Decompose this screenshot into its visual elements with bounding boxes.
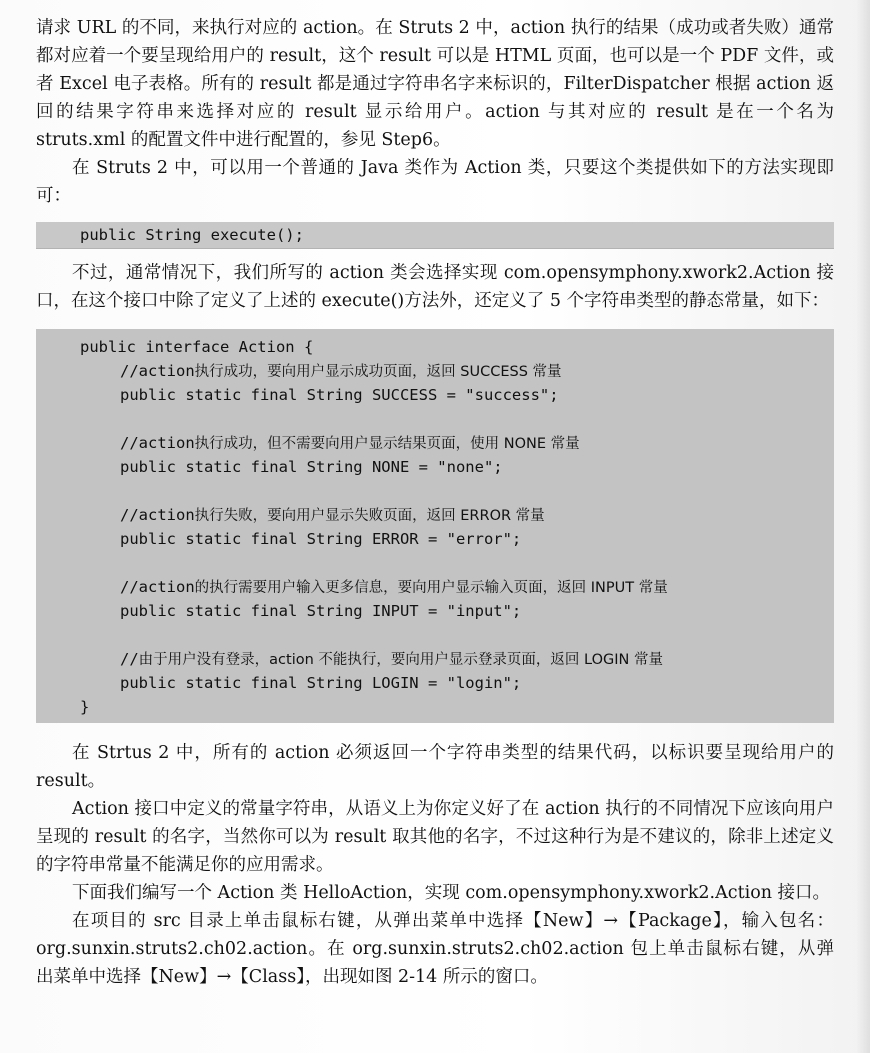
- code-comment-login: [80, 647, 834, 671]
- code-comment-text: 由于用户没有登录，action 不能执行，要向用户显示登录页面，返回 LOGIN 常量: [138, 652, 663, 668]
- code-comment-prefix: //action: [120, 578, 195, 596]
- code-blank-line: [80, 623, 834, 647]
- code-comment-none: [80, 431, 834, 455]
- code-const-error: public static final String ERROR = "error";: [120, 530, 522, 548]
- paragraph-result-code: 在 Strtus 2 中，所有的 action 必须返回一个字符串类型的结果代码，以标识要呈现给用户的 result。: [36, 743, 834, 791]
- code-comment-prefix: //: [120, 650, 139, 668]
- code-comment-text: 执行成功，但不需要向用户显示结果页面，使用 NONE 常量: [194, 436, 580, 452]
- code-blank-line: [80, 479, 834, 503]
- code-comment-input: [80, 575, 834, 599]
- paragraph-constants-semantics: Action 接口中定义的常量字符串，从语义上为你定义好了在 action 执行的不同情况下应该向用户呈现的 result 的名字，当然你可以为 result 取其他的名字，不过这种行为是不建议的，除非上述定义的字符串常量不能满足你的应用需求。: [36, 799, 834, 875]
- code-const-success: public static final String SUCCESS = "success";: [120, 386, 559, 404]
- code-comment-error: [80, 503, 834, 527]
- code-blank-line: [80, 551, 834, 575]
- paragraph-create-package: 在项目的 src 目录上单击鼠标右键，从弹出菜单中选择【New】→【Package】，输入包名：org.sunxin.struts2.ch02.action。在 org.sunxin.struts2.ch02.action 包上单击鼠标右键，从弹出菜单中选择【New】→【Class】，出现如图 2-14 所示的窗口。: [36, 911, 834, 987]
- code-const-login: public static final String LOGIN = "login";: [120, 674, 522, 692]
- paragraph-results: 请求 URL 的不同，来执行对应的 action。在 Struts 2 中，action 执行的结果（成功或者失败）通常都对应着一个要呈现给用户的 result，这个 result 可以是 HTML 页面，也可以是一个 PDF 文件，或者 Excel 电子表格。所有的 result 都是通过字符串名字来标识的，FilterDispatcher 根据 action 返回的结果字符串来选择对应的 result 显示给用户。action 与其对应的 result 是在一个名为 struts.xml 的配置文件中进行配置的，参见 Step6。: [36, 18, 834, 150]
- code-execute-method: public String execute();: [36, 222, 834, 249]
- code-interface-close: }: [80, 698, 90, 716]
- paragraph-hello-action: 下面我们编写一个 Action 类 HelloAction，实现 com.opensymphony.xwork2.Action 接口。: [72, 883, 831, 903]
- paragraph-action-class: 在 Struts 2 中，可以用一个普通的 Java 类作为 Action 类，只要这个类提供如下的方法实现即可：: [36, 158, 834, 206]
- code-comment-prefix: //action: [120, 506, 195, 524]
- scan-edge-shadow: [856, 0, 870, 1053]
- code-comment-prefix: //action: [120, 362, 195, 380]
- code-comment-success: [80, 359, 834, 383]
- code-blank-line: [80, 407, 834, 431]
- code-interface-open: public interface Action {: [80, 338, 314, 356]
- code-const-none: public static final String NONE = "none";: [120, 458, 503, 476]
- code-comment-text: 执行失败，要向用户显示失败页面，返回 ERROR 常量: [194, 508, 545, 524]
- code-block-action-interface: [36, 329, 834, 723]
- code-comment-text: 执行成功，要向用户显示成功页面，返回 SUCCESS 常量: [194, 364, 562, 380]
- paragraph-action-interface: 不过，通常情况下，我们所写的 action 类会选择实现 com.opensymphony.xwork2.Action 接口，在这个接口中除了定义了上述的 execute()方法外，还定义了 5 个字符串类型的静态常量，如下：: [36, 263, 834, 311]
- code-comment-text: 的执行需要用户输入更多信息，要向用户显示输入页面，返回 INPUT 常量: [194, 580, 668, 596]
- code-comment-prefix: //action: [120, 434, 195, 452]
- code-const-input: public static final String INPUT = "input";: [120, 602, 522, 620]
